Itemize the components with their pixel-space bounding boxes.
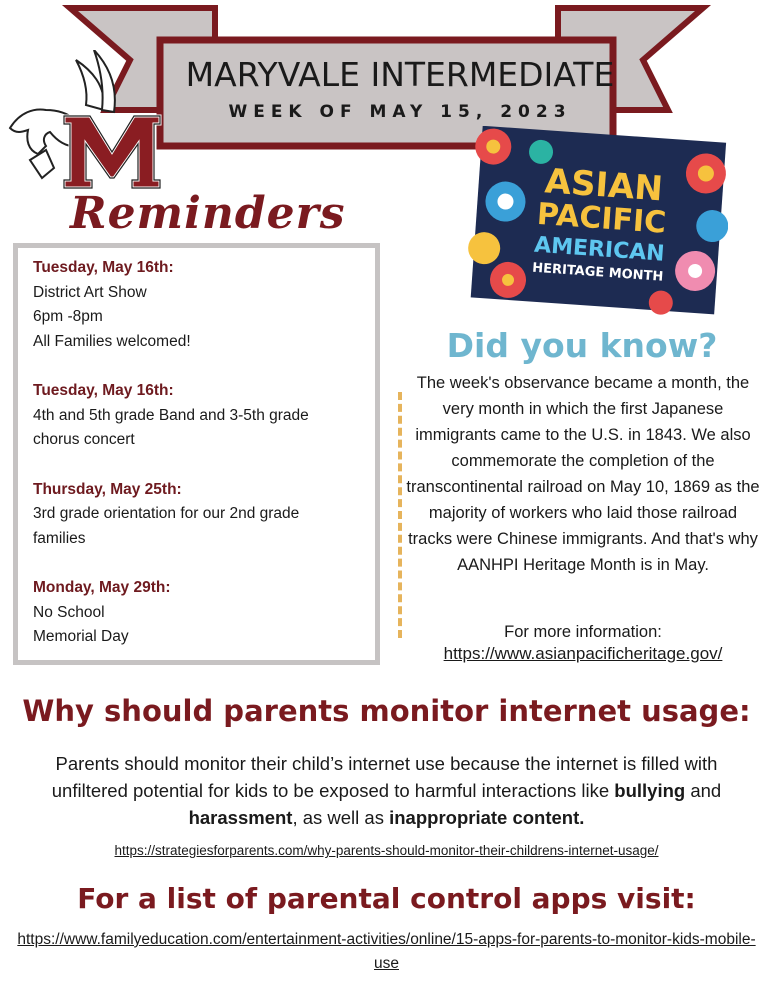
internet-usage-text: Parents should monitor their child’s internet use because the internet is filled with unfiltered potential for kids to be exposed to harmful interactions like bullying and harassment, as well as inappropriate content. [51, 753, 722, 828]
reminder-line: 4th and 5th grade Band and 3-5th grade [33, 406, 309, 424]
reminder-item [33, 256, 373, 354]
svg-text:PACIFIC: PACIFIC [535, 196, 668, 241]
did-you-know-heading: Did you know? [446, 326, 718, 365]
reminder-line: No School [33, 603, 105, 621]
reminder-item [33, 478, 373, 552]
reminders-list [33, 256, 373, 675]
heritage-link[interactable]: https://www.asianpacificheritage.gov/ [443, 644, 723, 663]
strategies-link[interactable]: https://strategiesforparents.com/why-parents-should-monitor-their-childrens-internet-usage/ [114, 843, 659, 858]
reminder-line: District Art Show [33, 283, 147, 301]
reminder-date: Monday, May 29th: [33, 579, 171, 596]
reminder-date: Thursday, May 25th: [33, 480, 182, 498]
heritage-month-image [466, 126, 728, 326]
school-name: MARYVALE INTERMEDIATE [185, 55, 615, 94]
internet-usage-heading: Why should parents monitor internet usage: [22, 694, 751, 728]
week-of: WEEK OF MAY 15, 2023 [228, 102, 572, 122]
family-education-link[interactable]: https://www.familyeducation.com/entertainment-activities/online/15-apps-for-parents-to-monitor-kids-mobile-use [17, 931, 756, 972]
reminder-item [33, 576, 373, 650]
svg-text:HERITAGE MONTH: HERITAGE MONTH [531, 260, 664, 285]
decorative-divider [398, 392, 402, 638]
bold-harassment: harassment [188, 807, 293, 828]
svg-text:ASIAN: ASIAN [543, 161, 665, 210]
reminder-item [33, 379, 373, 453]
bold-inappropriate-content: inappropriate content. [389, 807, 585, 828]
reminder-line: 3rd grade orientation for our 2nd grade [33, 505, 300, 522]
reminder-date: Tuesday, May 16th: [33, 382, 174, 399]
reminder-line: All Families welcomed! [33, 332, 191, 350]
reminder-line: 6pm -8pm [33, 308, 103, 325]
reminders-heading: Reminders [70, 188, 346, 239]
reminder-line: Memorial Day [33, 628, 129, 645]
svg-text:AMERICAN: AMERICAN [533, 232, 666, 267]
bold-bullying: bullying [614, 780, 686, 801]
mustang-logo-icon [6, 50, 166, 190]
more-info-label: For more information: [504, 623, 662, 641]
reminder-date: Tuesday, May 16th: [33, 259, 174, 276]
parental-apps-heading: For a list of parental control apps visit: [77, 882, 696, 915]
reminder-line: families [33, 529, 86, 547]
did-you-know-body: The week's observance became a month, the very month in which the first Japanese immigrants came to the U.S. in 1843. We also commemorate the completion of the transcontinental railroad on May 10, 1869 as the majority of workers who laid those railroad tracks were Chinese immigrants. And that's why AANHPI Heritage Month is in May. [406, 374, 760, 574]
reminder-line: chorus concert [33, 431, 135, 448]
